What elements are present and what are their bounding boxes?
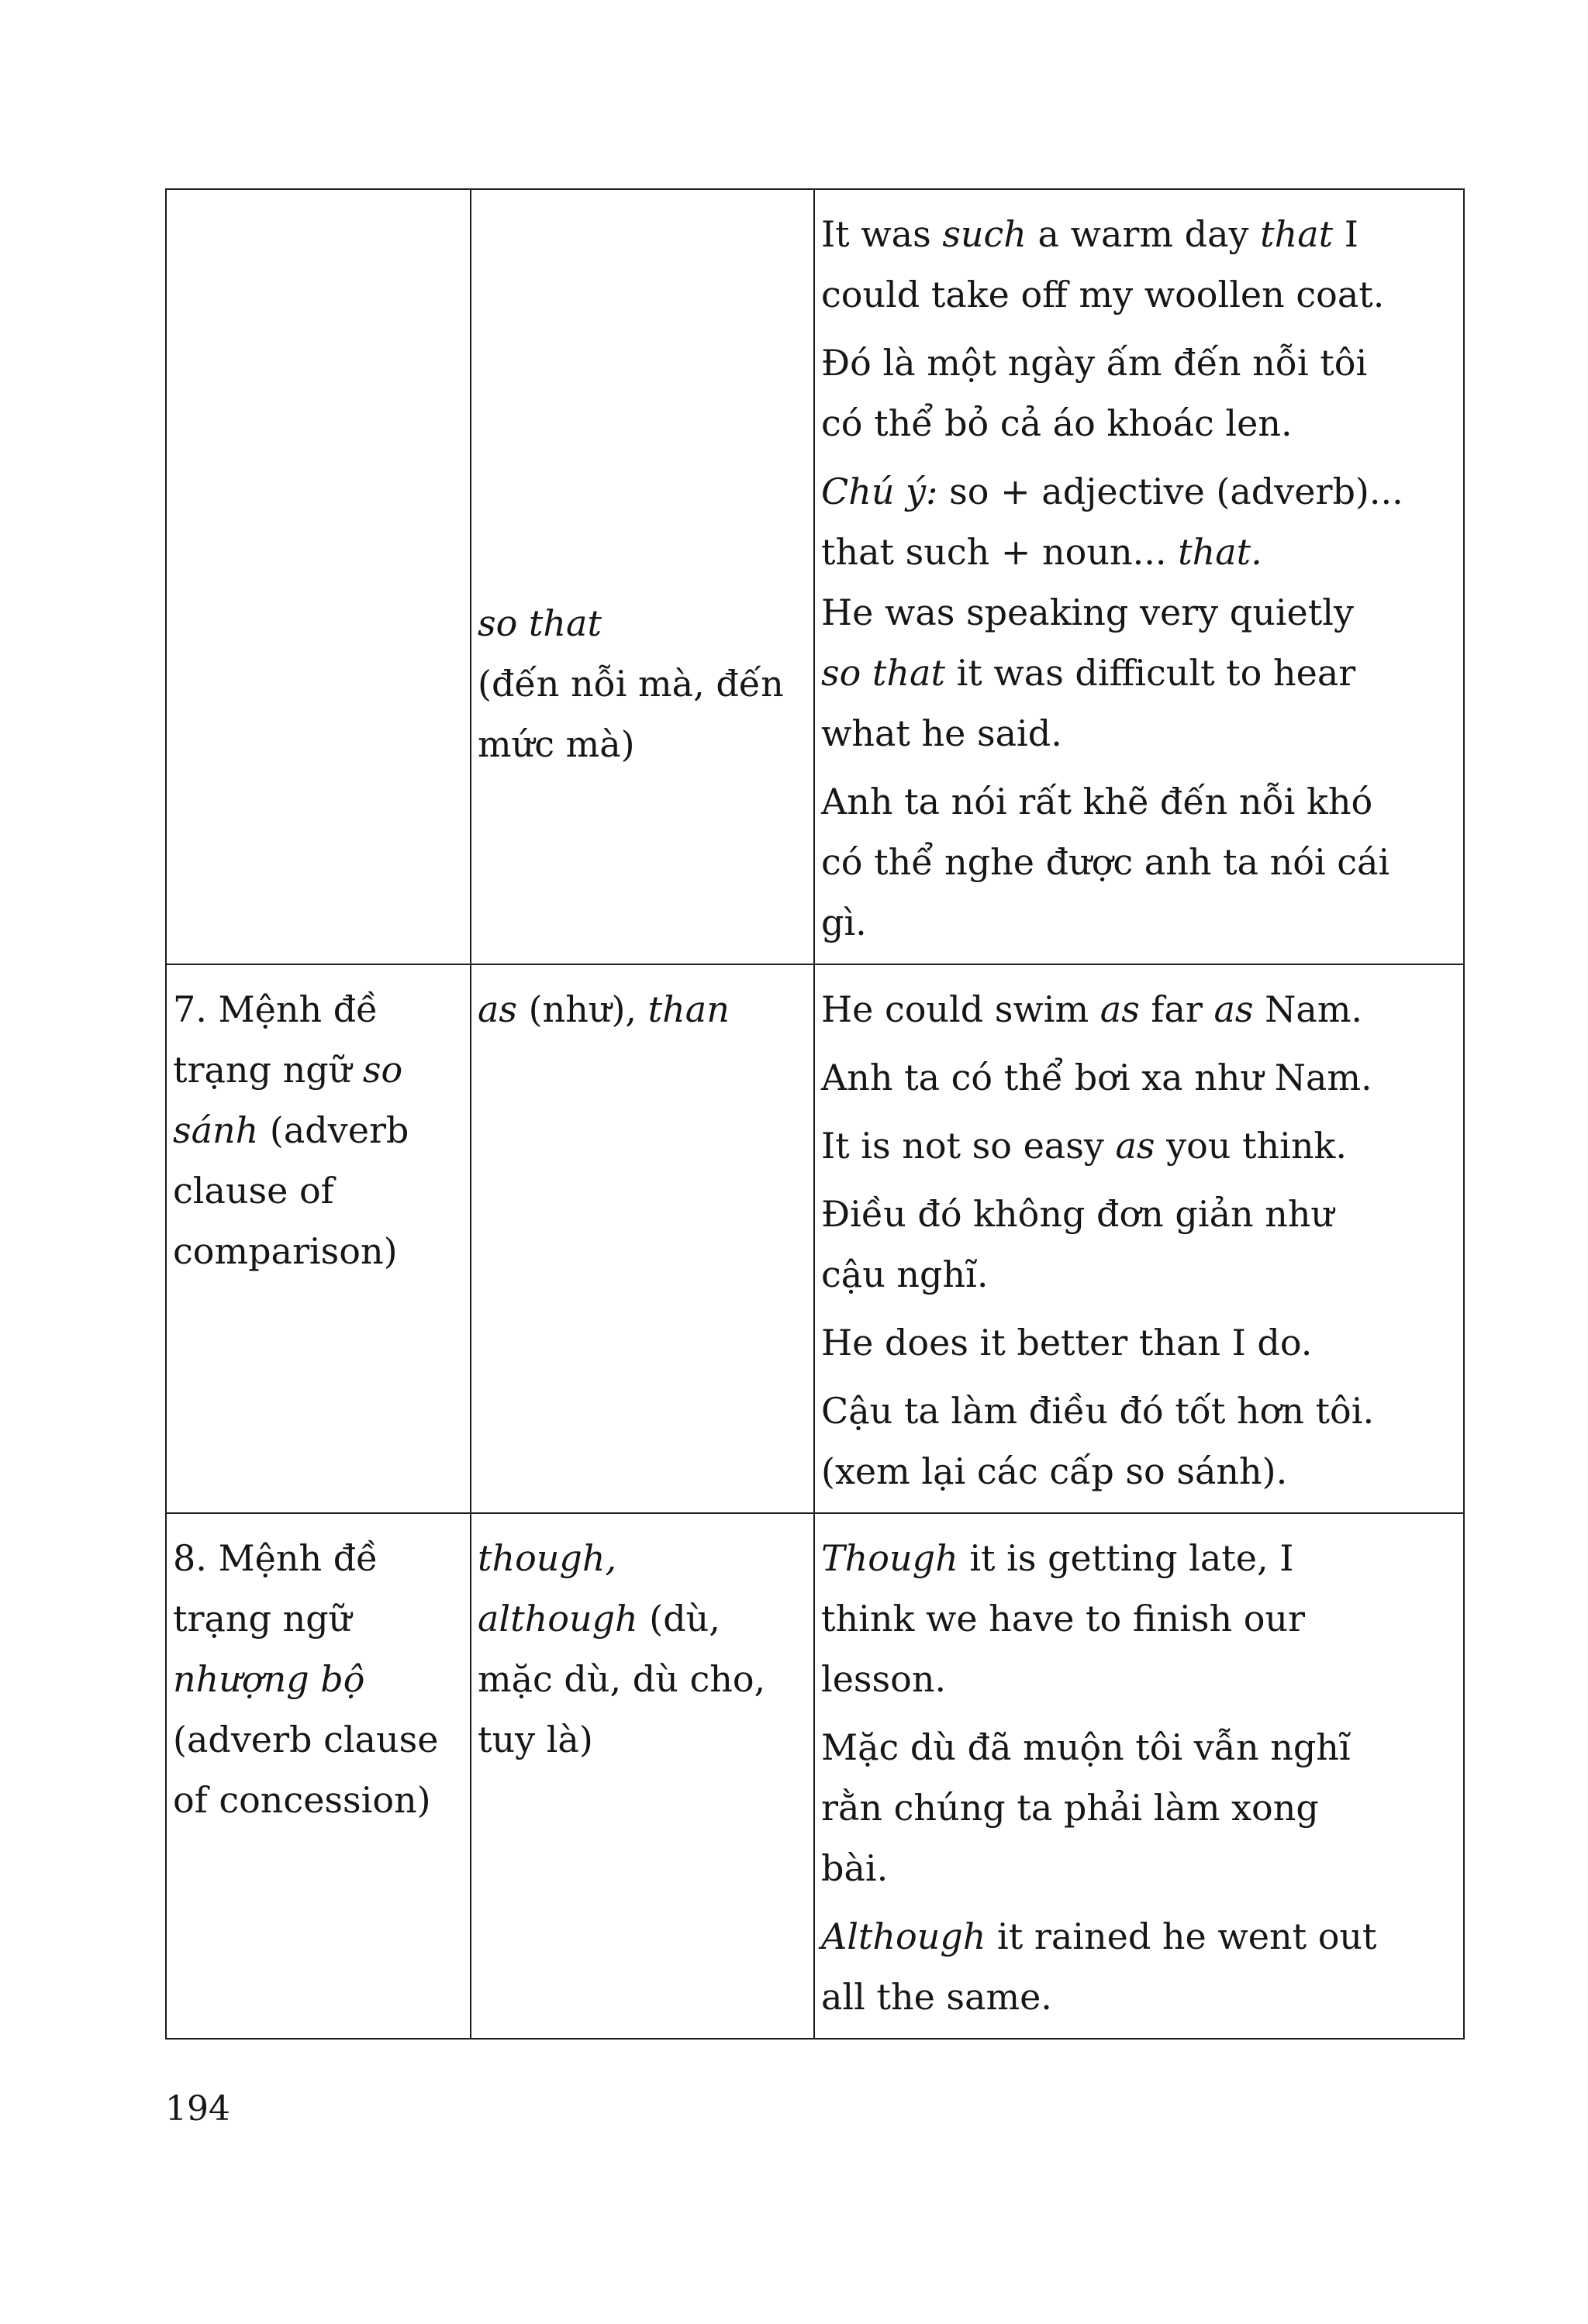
text-line	[821, 703, 1457, 764]
text: I	[1333, 213, 1358, 255]
text: (đến nỗi mà, đến	[478, 663, 784, 705]
text-line	[478, 979, 807, 1040]
text: so + adjective (adverb)...	[937, 471, 1403, 512]
text: (như),	[517, 988, 648, 1030]
text-line	[173, 1528, 464, 1588]
text: It is not so easy	[821, 1125, 1116, 1167]
text: Anh ta nói rất khẽ đến nỗi khó	[821, 781, 1373, 822]
conjunction-cell	[471, 582, 814, 964]
text: He was speaking very quietly	[821, 591, 1354, 633]
italic-text: as	[1100, 988, 1140, 1030]
text: (dù,	[637, 1598, 720, 1640]
text: it rained he went out	[986, 1915, 1377, 1957]
text-line	[173, 1649, 464, 1709]
italic-text: so that	[821, 652, 945, 694]
text: it was difficult to hear	[944, 652, 1356, 694]
italic-text: as	[1213, 988, 1254, 1030]
text: a warm day	[1026, 213, 1261, 255]
italic-text: though,	[478, 1537, 617, 1579]
italic-text: nhượng bộ	[173, 1658, 365, 1700]
text: trạng ngữ	[173, 1598, 352, 1640]
text-line	[821, 1115, 1457, 1176]
text-line	[173, 1770, 464, 1830]
text: It was	[821, 213, 943, 255]
text: you think.	[1155, 1125, 1347, 1167]
text: (adverb	[258, 1109, 409, 1151]
text-line	[173, 1709, 464, 1770]
italic-text: although	[478, 1598, 638, 1640]
text: 7. Mệnh đề	[173, 988, 378, 1030]
text-line	[478, 653, 807, 714]
text: (adverb clause	[173, 1719, 439, 1760]
text-line	[821, 1047, 1457, 1108]
text: trạng ngữ	[173, 1049, 363, 1091]
text: clause of	[173, 1170, 334, 1212]
text-line	[821, 333, 1457, 393]
italic-text: so that	[478, 602, 602, 644]
text: cậu nghĩ.	[821, 1253, 989, 1295]
clause-type-cell	[166, 189, 471, 582]
text-line	[821, 1244, 1457, 1305]
text-line	[821, 461, 1457, 522]
text: He does it better than I do.	[821, 1322, 1313, 1364]
example-cell	[814, 1513, 1464, 2039]
text-line	[478, 1649, 807, 1709]
text-line	[821, 1906, 1457, 1967]
italic-text: as	[1115, 1125, 1155, 1167]
text-line	[821, 582, 1457, 643]
clause-type-cell	[166, 582, 471, 964]
example-cell	[814, 582, 1464, 964]
text: có thể nghe được anh ta nói cái	[821, 841, 1390, 883]
text-line	[821, 979, 1457, 1040]
italic-text: Though	[821, 1537, 958, 1579]
table-row	[166, 964, 1464, 1513]
text: mức mà)	[478, 723, 635, 765]
text: comparison)	[173, 1230, 398, 1272]
table-row	[166, 582, 1464, 964]
text-line	[821, 1588, 1457, 1649]
text-line	[821, 264, 1457, 325]
clause-type-cell	[166, 1513, 471, 2039]
text-line	[821, 204, 1457, 264]
text: mặc dù, dù cho,	[478, 1658, 766, 1700]
text-line	[821, 1717, 1457, 1777]
page-number: 194	[165, 2089, 230, 2129]
table-row	[166, 1513, 1464, 2039]
text: Nam.	[1253, 988, 1363, 1030]
text-line	[821, 1312, 1457, 1373]
text-line	[821, 1441, 1457, 1502]
text: Đó là một ngày ấm đến nỗi tôi	[821, 342, 1368, 384]
text-line	[821, 832, 1457, 892]
text: Mặc dù đã muộn tôi vẫn nghĩ	[821, 1726, 1351, 1768]
text: bài.	[821, 1847, 889, 1889]
text: có thể bỏ cả áo khoác len.	[821, 402, 1293, 444]
italic-text: as	[478, 988, 518, 1030]
italic-text: Chú ý:	[821, 471, 938, 512]
italic-text: sánh	[173, 1109, 259, 1151]
text: think we have to finish our	[821, 1598, 1306, 1640]
text: of concession)	[173, 1779, 431, 1821]
text-line	[478, 1588, 807, 1649]
table-row	[166, 189, 1464, 582]
text-line	[173, 1040, 464, 1100]
grammar-table-body	[166, 189, 1464, 2039]
text: Anh ta có thể bơi xa như Nam.	[821, 1057, 1372, 1098]
example-cell	[814, 964, 1464, 1513]
text-line	[173, 1100, 464, 1160]
text-line	[478, 1709, 807, 1770]
text: 8. Mệnh đề	[173, 1537, 378, 1579]
text: He could swim	[821, 988, 1100, 1030]
text: rằn chúng ta phải làm xong	[821, 1787, 1319, 1829]
conjunction-cell	[471, 1513, 814, 2039]
conjunction-cell	[471, 964, 814, 1513]
italic-text: Although	[821, 1915, 986, 1957]
italic-text: so	[362, 1049, 403, 1091]
text: tuy là)	[478, 1719, 593, 1760]
text-line	[821, 522, 1457, 582]
clause-type-cell	[166, 964, 471, 1513]
italic-text: than	[647, 988, 730, 1030]
text: all the same.	[821, 1976, 1052, 2018]
text: (xem lại các cấp so sánh).	[821, 1450, 1288, 1492]
text-line	[173, 1588, 464, 1649]
text-line	[821, 1184, 1457, 1244]
text-line	[478, 593, 807, 653]
text-line	[821, 1381, 1457, 1441]
text-line	[173, 1160, 464, 1221]
text: it is getting late, I	[958, 1537, 1294, 1579]
text: could take off my woollen coat.	[821, 274, 1385, 315]
text-line	[821, 1649, 1457, 1709]
italic-text: that	[1260, 213, 1334, 255]
text-line	[173, 1221, 464, 1281]
text-line	[821, 771, 1457, 832]
text-line	[821, 393, 1457, 453]
text-line	[821, 1967, 1457, 2027]
text-line	[821, 1528, 1457, 1588]
example-cell	[814, 189, 1464, 582]
text: lesson.	[821, 1658, 947, 1700]
text-line	[173, 979, 464, 1040]
italic-text: that.	[1178, 531, 1262, 573]
conjunction-cell	[471, 189, 814, 582]
text: Cậu ta làm điều đó tốt hơn tôi.	[821, 1390, 1375, 1432]
text: Điều đó không đơn giản như	[821, 1193, 1334, 1235]
text-line	[478, 1528, 807, 1588]
grammar-table	[165, 188, 1465, 2040]
text: what he said.	[821, 712, 1062, 754]
text-line	[821, 1838, 1457, 1898]
text: far	[1139, 988, 1214, 1030]
text: that such + noun...	[821, 531, 1179, 573]
text-line	[821, 1777, 1457, 1838]
text-line	[821, 643, 1457, 703]
italic-text: such	[942, 213, 1027, 255]
text-line	[478, 714, 807, 774]
text-line	[821, 892, 1457, 953]
text: gì.	[821, 902, 867, 943]
